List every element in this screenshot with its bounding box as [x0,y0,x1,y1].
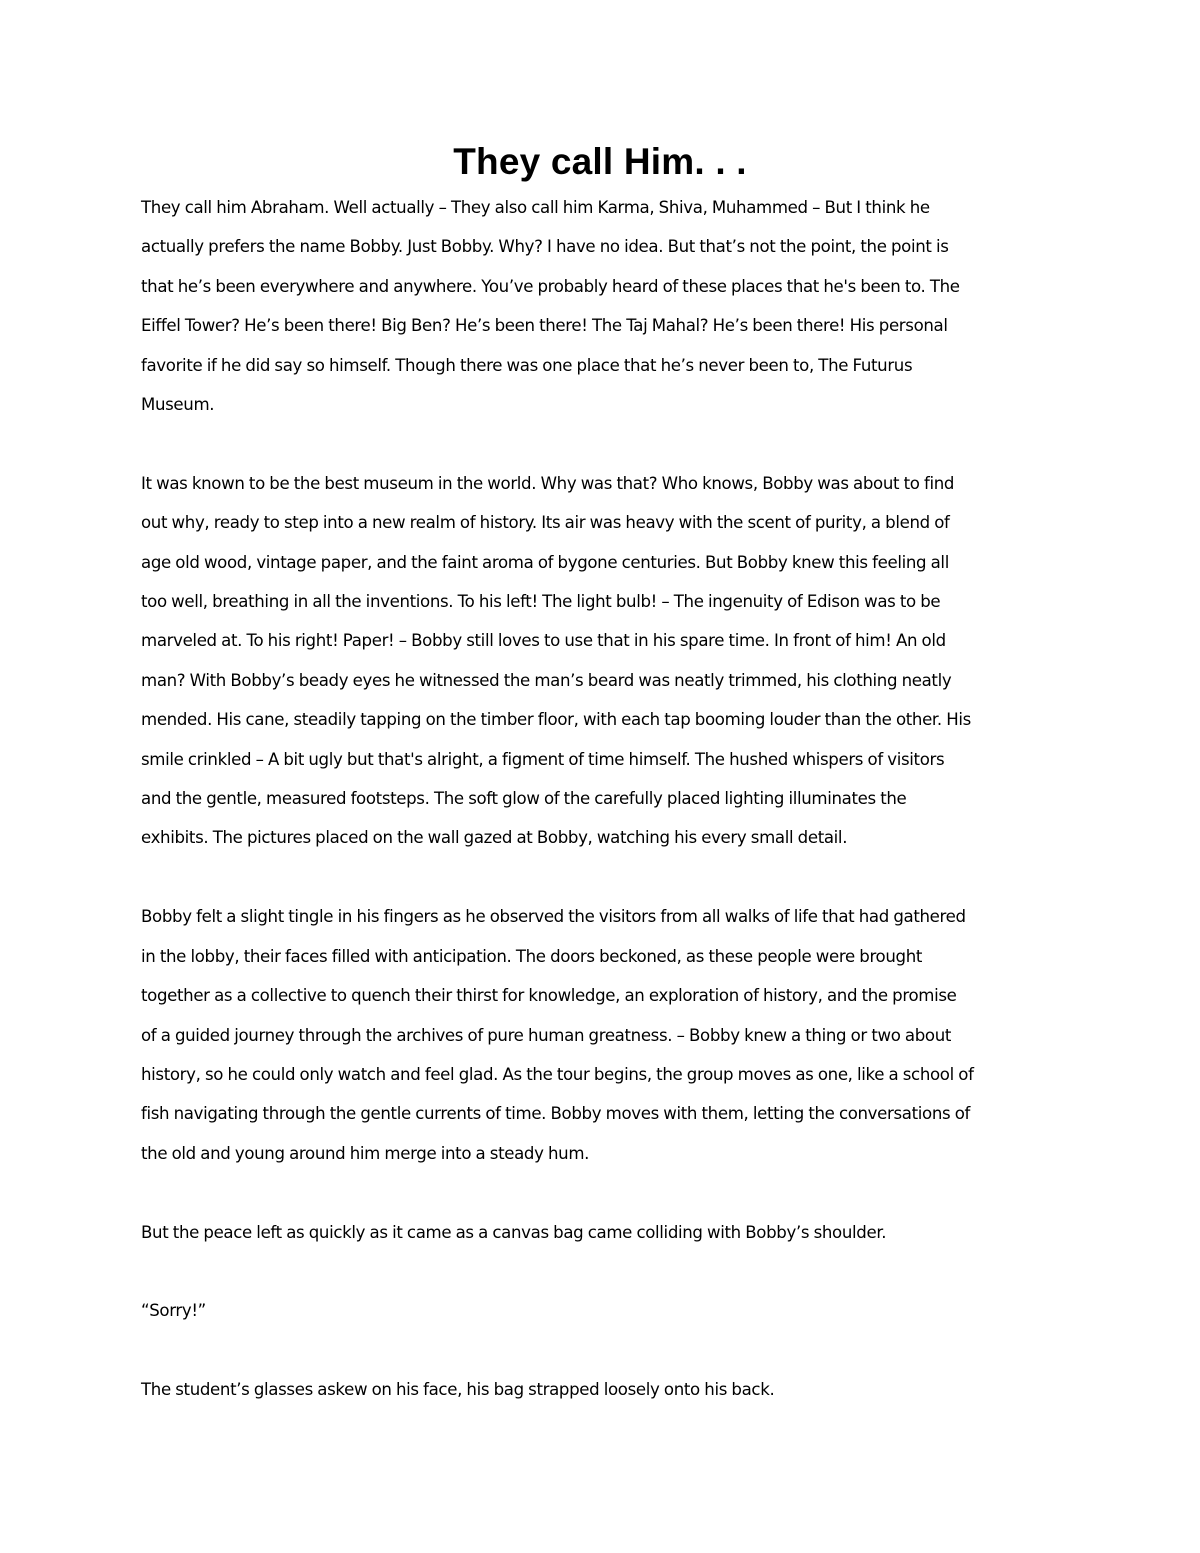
paragraph-4 [141,1213,1071,1252]
text-line: too well, breathing in all the inventions. To his left! The light bulb! – The ingenuity of Edison was to be [141,592,941,612]
text-line: out why, ready to step into a new realm of history. Its air was heavy with the scent of purity, a blend of [141,513,950,533]
text-line: together as a collective to quench their thirst for knowledge, an exploration of history, and the promise [141,986,957,1006]
text-line: of a guided journey through the archives of pure human greatness. – Bobby knew a thing or two about [141,1025,952,1045]
text-line: and the gentle, measured footsteps. The soft glow of the carefully placed lighting illuminates the [141,789,907,809]
text-line: But the peace left as quickly as it came as a canvas bag came colliding with Bobby’s shoulder. [141,1222,887,1242]
text-line: mended. His cane, steadily tapping on the timber floor, with each tap booming louder than the other. His [141,710,971,730]
paragraph-1 [141,188,1071,424]
paragraph-6 [141,1370,1071,1409]
paragraph-3 [141,897,1071,1173]
text-line: fish navigating through the gentle currents of time. Bobby moves with them, letting the conversations of [141,1104,970,1124]
document-title: They call Him. . . [453,141,747,182]
text-line: exhibits. The pictures placed on the wall gazed at Bobby, watching his every small detail. [141,828,848,848]
text-line: actually prefers the name Bobby. Just Bobby. Why? I have no idea. But that’s not the point, the point is [141,237,949,257]
text-line: smile crinkled – A bit ugly but that's alright, a figment of time himself. The hushed whispers of visitors [141,749,945,769]
paragraph-5-dialogue [141,1291,1071,1330]
text-line: It was known to be the best museum in the world. Why was that? Who knows, Bobby was about to find [141,473,955,493]
text-line: in the lobby, their faces filled with anticipation. The doors beckoned, as these people were brought [141,946,923,966]
text-line: Bobby felt a slight tingle in his fingers as he observed the visitors from all walks of life that had gathered [141,907,966,927]
text-line: favorite if he did say so himself. Though there was one place that he’s never been to, The Futurus [141,355,913,375]
text-line: Museum. [141,395,215,415]
paragraph-2 [141,464,1071,858]
text-line: history, so he could only watch and feel glad. As the tour begins, the group moves as one, like a school of [141,1064,974,1084]
text-line: man? With Bobby’s beady eyes he witnessed the man’s beard was neatly trimmed, his clothing neatly [141,670,952,690]
document-body [141,188,1071,1449]
text-line: the old and young around him merge into a steady hum. [141,1143,590,1163]
text-line: Eiffel Tower? He’s been there! Big Ben? He’s been there! The Taj Mahal? He’s been there! His personal [141,316,948,336]
text-line: The student’s glasses askew on his face, his bag strapped loosely onto his back. [141,1380,775,1400]
text-line: age old wood, vintage paper, and the faint aroma of bygone centuries. But Bobby knew this feeling all [141,552,949,572]
text-line: that he’s been everywhere and anywhere. You’ve probably heard of these places that he's been to. The [141,276,960,296]
text-line: marveled at. To his right! Paper! – Bobby still loves to use that in his spare time. In front of him! An old [141,631,946,651]
text-line: They call him Abraham. Well actually – They also call him Karma, Shiva, Muhammed – But I think he [141,198,930,217]
text-line: “Sorry!” [141,1301,206,1321]
